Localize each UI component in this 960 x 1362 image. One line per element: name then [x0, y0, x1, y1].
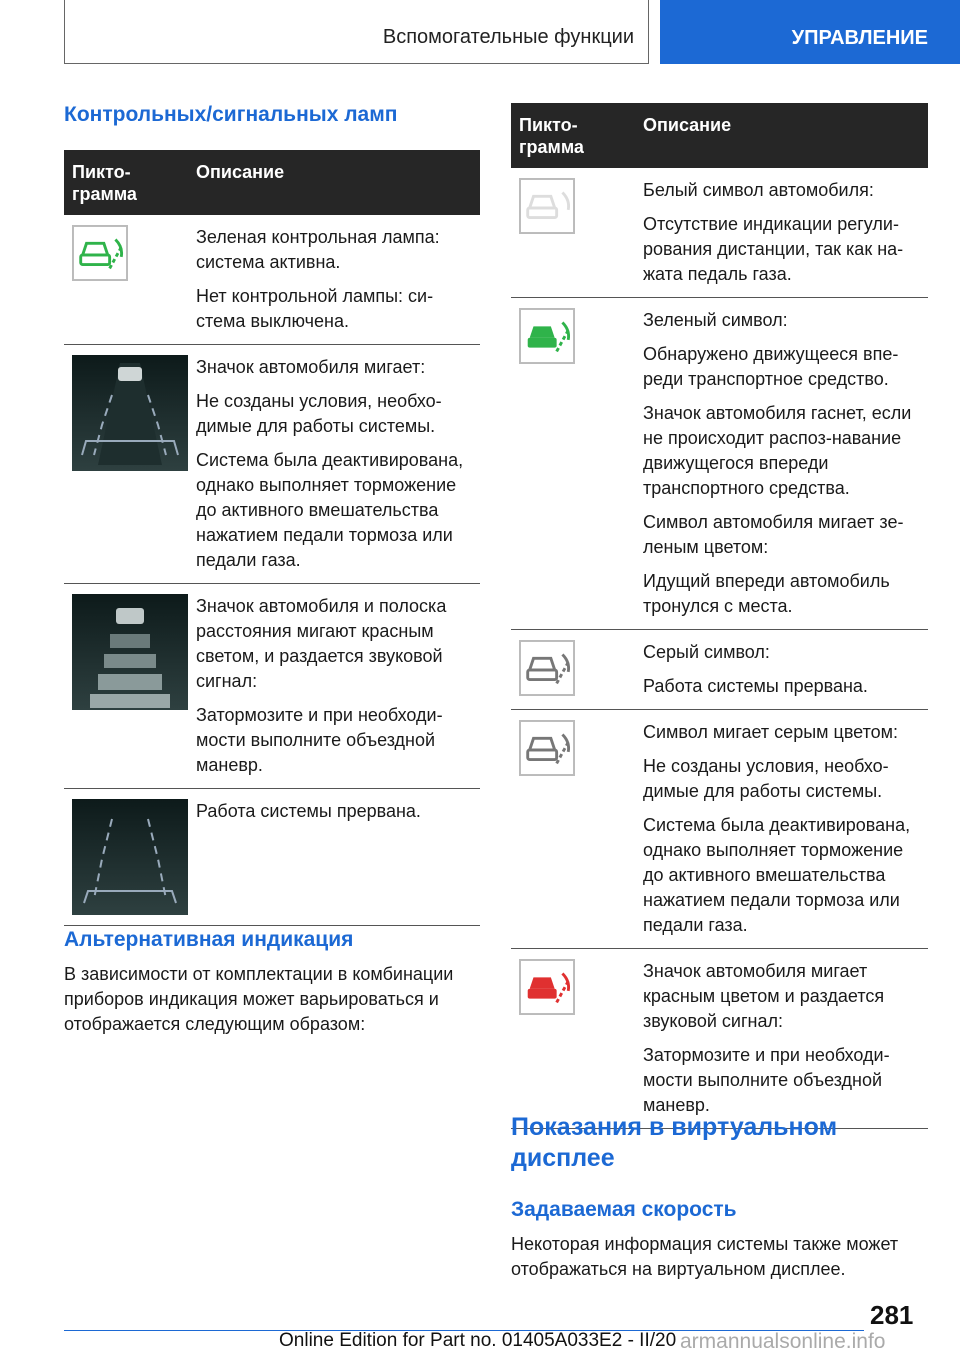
row-text: Система была деактивирована, однако выполняет торможение до активного вмешательства нажатием педали тормоза или педали газа.	[643, 815, 911, 935]
table-row	[511, 630, 928, 710]
set-speed-heading: Задаваемая скорость	[511, 1198, 737, 1221]
table-row	[511, 168, 928, 298]
set-speed-text: Некоторая информация системы также может отображаться на виртуальном дисплее.	[511, 1234, 899, 1279]
car-distance-gray-blink-icon	[519, 720, 575, 776]
car-distance-green-icon	[72, 225, 128, 281]
car-distance-gray-icon	[519, 640, 575, 696]
row-text: Отсутствие индикации регули-рования дистанции, так как на-жата педаль газа.	[643, 214, 904, 284]
row-text: Зеленый символ:	[643, 310, 788, 330]
row-text: Идущий впереди автомобиль тронулся с места.	[643, 571, 890, 616]
car-distance-red-icon	[519, 959, 575, 1015]
table-row	[64, 789, 480, 926]
row-text: Значок автомобиля гаснет, если не происходит распоз-навание движущегося впереди транспортного средства.	[643, 403, 912, 498]
row-text: Нет контрольной лампы: си-стема выключена.	[196, 286, 434, 331]
car-lane-distance-bars-image	[72, 594, 188, 710]
table-row	[511, 949, 928, 1129]
row-text: Затормозите и при необходи-мости выполните объездной маневр.	[643, 1045, 890, 1115]
table-row	[511, 298, 928, 630]
row-text: Белый символ автомобиля:	[643, 180, 874, 200]
header-section-title: Вспомогательные функции	[64, 0, 649, 64]
row-text: Значок автомобиля мигает красным цветом и раздается звуковой сигнал:	[643, 961, 885, 1031]
lamps-table	[64, 150, 480, 926]
col-pictogram-header: Пикто- грамма	[64, 150, 188, 215]
car-lane-distance-white-image	[72, 355, 188, 471]
table-row	[64, 584, 480, 789]
page-number: 281	[870, 1300, 914, 1330]
footer-edition: Online Edition for Part no. 01405A033E2 - II/20	[279, 1330, 677, 1351]
indicators-table	[511, 103, 928, 1129]
row-text: Символ автомобиля мигает зе-леным цветом:	[643, 512, 904, 557]
row-text: Не созданы условия, необхо-димые для работы системы.	[196, 391, 442, 436]
table-row	[511, 710, 928, 949]
row-text: Значок автомобиля мигает:	[196, 357, 426, 377]
row-text: Затормозите и при необходи-мости выполните объездной маневр.	[196, 705, 443, 775]
table-row	[64, 345, 480, 584]
car-distance-white-icon	[519, 178, 575, 234]
footer-watermark: armannualsonline.info	[680, 1330, 886, 1353]
col-description-header: Описание	[635, 103, 928, 168]
row-text: Значок автомобиля и полоска расстояния мигают красным светом, и раздается звуковой сигнал:	[196, 596, 447, 691]
table-row	[64, 215, 480, 345]
car-distance-green-filled-icon	[519, 308, 575, 364]
lamps-heading: Контрольных/сигнальных ламп	[64, 103, 398, 126]
row-text: Система была деактивирована, однако выполняет торможение до активного вмешательства нажатием педали тормоза или педали газа.	[196, 450, 464, 570]
row-text: Зеленая контрольная лампа: система активна.	[196, 227, 440, 272]
row-text: Серый символ:	[643, 642, 770, 662]
alt-indication-heading: Альтернативная индикация	[64, 928, 354, 951]
alt-indication-text: В зависимости от комплектации в комбинации приборов индикация может варьироваться и отображается следующим образом:	[64, 964, 454, 1034]
lane-distance-empty-image	[72, 799, 188, 915]
col-pictogram-header: Пикто- грамма	[511, 103, 635, 168]
row-text: Символ мигает серым цветом:	[643, 722, 899, 742]
row-text: Работа системы прервана.	[196, 801, 421, 821]
row-text: Не созданы условия, необхо-димые для работы системы.	[643, 756, 889, 801]
header-chapter-tab[interactable]: УПРАВЛЕНИЕ	[660, 0, 960, 64]
row-text: Работа системы прервана.	[643, 676, 868, 696]
row-text: Обнаружено движущееся впе-реди транспортное средство.	[643, 344, 899, 389]
col-description-header: Описание	[188, 150, 480, 215]
virtual-display-heading: Показания в виртуальном дисплее	[511, 1113, 838, 1172]
